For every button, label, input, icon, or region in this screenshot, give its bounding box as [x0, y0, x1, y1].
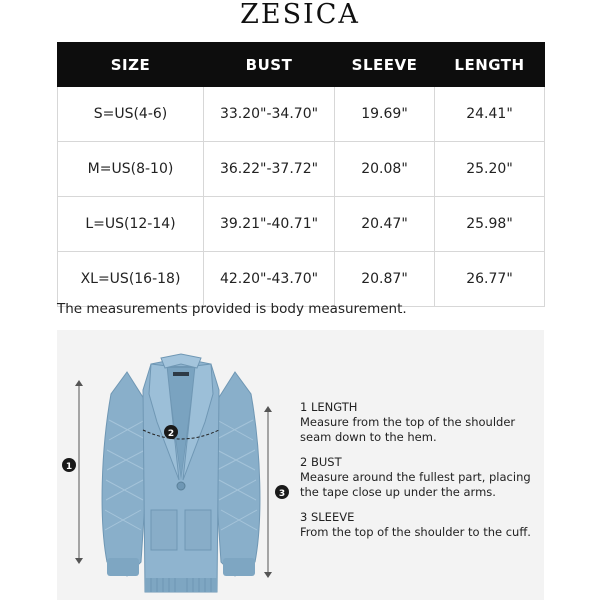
- cell-sleeve: 20.08": [335, 142, 435, 197]
- header-length: LENGTH: [435, 43, 545, 87]
- bust-line-2: the tape close up under the arms.: [300, 485, 496, 499]
- header-sleeve: SLEEVE: [335, 43, 435, 87]
- cell-size: S=US(4-6): [58, 87, 204, 142]
- marker-1-label: 1: [65, 462, 73, 472]
- table-header-row: [58, 43, 545, 87]
- size-chart-table: [57, 42, 545, 307]
- table-row: [58, 87, 545, 142]
- marker-3-label: 3: [278, 489, 286, 499]
- cell-length: 26.77": [435, 252, 545, 307]
- cell-size: L=US(12-14): [58, 197, 204, 252]
- cell-size: M=US(8-10): [58, 142, 204, 197]
- bust-info: [300, 455, 540, 500]
- left-pocket: [151, 510, 177, 550]
- cell-sleeve: 20.87": [335, 252, 435, 307]
- cell-length: 25.98": [435, 197, 545, 252]
- cell-bust: 39.21"-40.71": [204, 197, 335, 252]
- bust-line-1: Measure around the fullest part, placing: [300, 470, 531, 484]
- cell-sleeve: 20.47": [335, 197, 435, 252]
- cell-length: 25.20": [435, 142, 545, 197]
- sleeve-info: [300, 510, 540, 540]
- measurement-diagram: [57, 330, 544, 600]
- header-bust: BUST: [204, 43, 335, 87]
- brand-logo: ZESICA: [240, 0, 360, 30]
- table-row: [58, 142, 545, 197]
- cell-length: 24.41": [435, 87, 545, 142]
- length-info: [300, 400, 540, 445]
- marker-2-label: 2: [167, 429, 175, 439]
- cell-size: XL=US(16-18): [58, 252, 204, 307]
- length-line-2: seam down to the hem.: [300, 430, 437, 444]
- length-line-1: Measure from the top of the shoulder: [300, 415, 516, 429]
- sleeve-heading: 3 SLEEVE: [300, 510, 355, 524]
- table-row: [58, 252, 545, 307]
- cell-bust: 42.20"-43.70": [204, 252, 335, 307]
- measurement-note: The measurements provided is body measurement.: [57, 301, 407, 317]
- header-size: SIZE: [58, 43, 204, 87]
- right-pocket: [185, 510, 211, 550]
- length-heading: 1 LENGTH: [300, 400, 358, 414]
- cell-bust: 36.22"-37.72": [204, 142, 335, 197]
- cell-bust: 33.20"-34.70": [204, 87, 335, 142]
- bust-heading: 2 BUST: [300, 455, 342, 469]
- table-row: [58, 197, 545, 252]
- sleeve-line-1: From the top of the shoulder to the cuff.: [300, 525, 531, 539]
- cell-sleeve: 19.69": [335, 87, 435, 142]
